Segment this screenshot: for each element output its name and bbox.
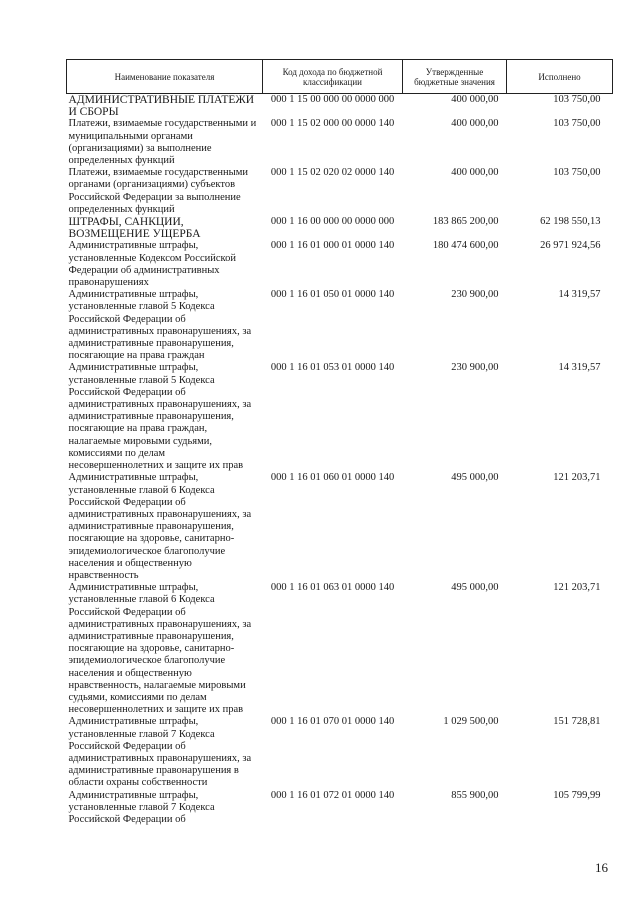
table-row [67, 289, 613, 362]
row-executed-value: 121 203,71 [553, 472, 601, 484]
table-row [67, 790, 613, 827]
row-budget-code: 000 1 15 02 020 02 0000 140 [270, 167, 395, 179]
row-executed-value: 26 971 924,56 [540, 240, 601, 252]
row-approved-value: 230 900,00 [451, 362, 499, 374]
row-approved-value: 180 474 600,00 [432, 240, 499, 252]
row-executed-value: 14 319,57 [558, 362, 601, 374]
header-indicator-name: Наименование показателя [67, 60, 263, 94]
row-approved-value: 495 000,00 [451, 472, 499, 484]
table-header [67, 60, 613, 94]
row-approved-value: 230 900,00 [451, 289, 499, 301]
row-executed-value: 103 750,00 [553, 94, 601, 105]
row-indicator-name: Платежи, взимаемые государственными органами (организациями) субъектов Российской Федерации за выполнение определенных функций [68, 167, 248, 215]
row-executed-value: 103 750,00 [553, 167, 601, 179]
budget-execution-table [66, 59, 613, 826]
row-indicator-name: АДМИНИСТРАТИВНЫЕ ПЛАТЕЖИ И СБОРЫ [68, 94, 254, 119]
row-approved-value: 495 000,00 [451, 582, 499, 594]
header-budget-code: Код дохода по бюджетной классификации [263, 60, 403, 94]
row-indicator-name: Административные штрафы, установленные главой 5 Кодекса Российской Федерации об административных правонарушениях, за административные правонарушения, посягающие на права граждан [68, 289, 252, 362]
table-row [67, 118, 613, 167]
table-header-row [67, 60, 613, 94]
row-approved-value: 1 029 500,00 [443, 716, 499, 728]
row-indicator-name: ШТРАФЫ, САНКЦИИ, ВОЗМЕЩЕНИЕ УЩЕРБА [68, 216, 201, 241]
row-indicator-name: Административные штрафы, установленные главой 5 Кодекса Российской Федерации об административных правонарушениях, за административные правонарушения, посягающие на права граждан, налагаемые мировыми судьями, комиссиями по делам несовершеннолетних и защите их прав [68, 362, 252, 472]
row-executed-value: 14 319,57 [558, 289, 601, 301]
row-budget-code: 000 1 16 01 072 01 0000 140 [270, 789, 395, 801]
row-indicator-name: Платежи, взимаемые государственными и муниципальными органами (организациями) за выполнение определенных функций [68, 118, 257, 167]
table-row [67, 167, 613, 216]
row-executed-value: 151 728,81 [553, 716, 601, 728]
row-approved-value: 400 000,00 [451, 94, 499, 105]
row-budget-code: 000 1 16 01 050 01 0000 140 [270, 289, 395, 301]
table-row [67, 216, 613, 240]
row-executed-value: 103 750,00 [553, 118, 601, 130]
row-indicator-name: Административные штрафы, установленные главой 6 Кодекса Российской Федерации об административных правонарушениях, за административные правонарушения, посягающие на здоровье, санитарно-эпидемиологическое благополучие населения и общественную нравственность, налагаемые мировыми судьями, комиссиями по делам несовершеннолетних и защите их прав [68, 582, 252, 716]
table-row [67, 716, 613, 789]
row-approved-value: 400 000,00 [451, 118, 499, 130]
row-budget-code: 000 1 16 01 053 01 0000 140 [270, 362, 395, 374]
table-row [67, 362, 613, 472]
table-row [67, 94, 613, 119]
header-approved-values: Утвержденные бюджетные значения [403, 60, 507, 94]
row-approved-value: 855 900,00 [451, 789, 499, 801]
row-indicator-name: Административные штрафы, установленные главой 7 Кодекса Российской Федерации об административных правонарушениях, за административные правонарушения в области охраны собственности [68, 716, 252, 789]
page-number: 16 [595, 860, 608, 875]
row-budget-code: 000 1 16 01 070 01 0000 140 [270, 716, 395, 728]
row-approved-value: 183 865 200,00 [432, 216, 499, 228]
table-row [67, 240, 613, 289]
row-budget-code: 000 1 16 01 060 01 0000 140 [270, 472, 395, 484]
row-budget-code: 000 1 16 01 000 01 0000 140 [270, 240, 395, 252]
table-row [67, 582, 613, 716]
row-executed-value: 62 198 550,13 [540, 216, 601, 228]
table-row [67, 472, 613, 582]
row-budget-code: 000 1 16 01 063 01 0000 140 [270, 582, 395, 594]
row-indicator-name: Административные штрафы, установленные Кодексом Российской Федерации об административных правонарушениях [68, 240, 236, 289]
row-executed-value: 121 203,71 [553, 582, 601, 594]
row-indicator-name: Административные штрафы, установленные главой 7 Кодекса Российской Федерации об [68, 789, 215, 825]
header-executed: Исполнено [507, 60, 613, 94]
table-body [67, 94, 613, 827]
row-indicator-name: Административные штрафы, установленные главой 6 Кодекса Российской Федерации об административных правонарушениях, за административные правонарушения, посягающие на здоровье, санитарно-эпидемиологическое благополучие населения и общественную нравственность [68, 472, 252, 581]
row-budget-code: 000 1 15 02 000 00 0000 140 [270, 118, 395, 130]
row-approved-value: 400 000,00 [451, 167, 499, 179]
row-budget-code: 000 1 16 00 000 00 0000 000 [270, 216, 395, 228]
row-budget-code: 000 1 15 00 000 00 0000 000 [270, 94, 395, 105]
row-executed-value: 105 799,99 [553, 789, 601, 801]
